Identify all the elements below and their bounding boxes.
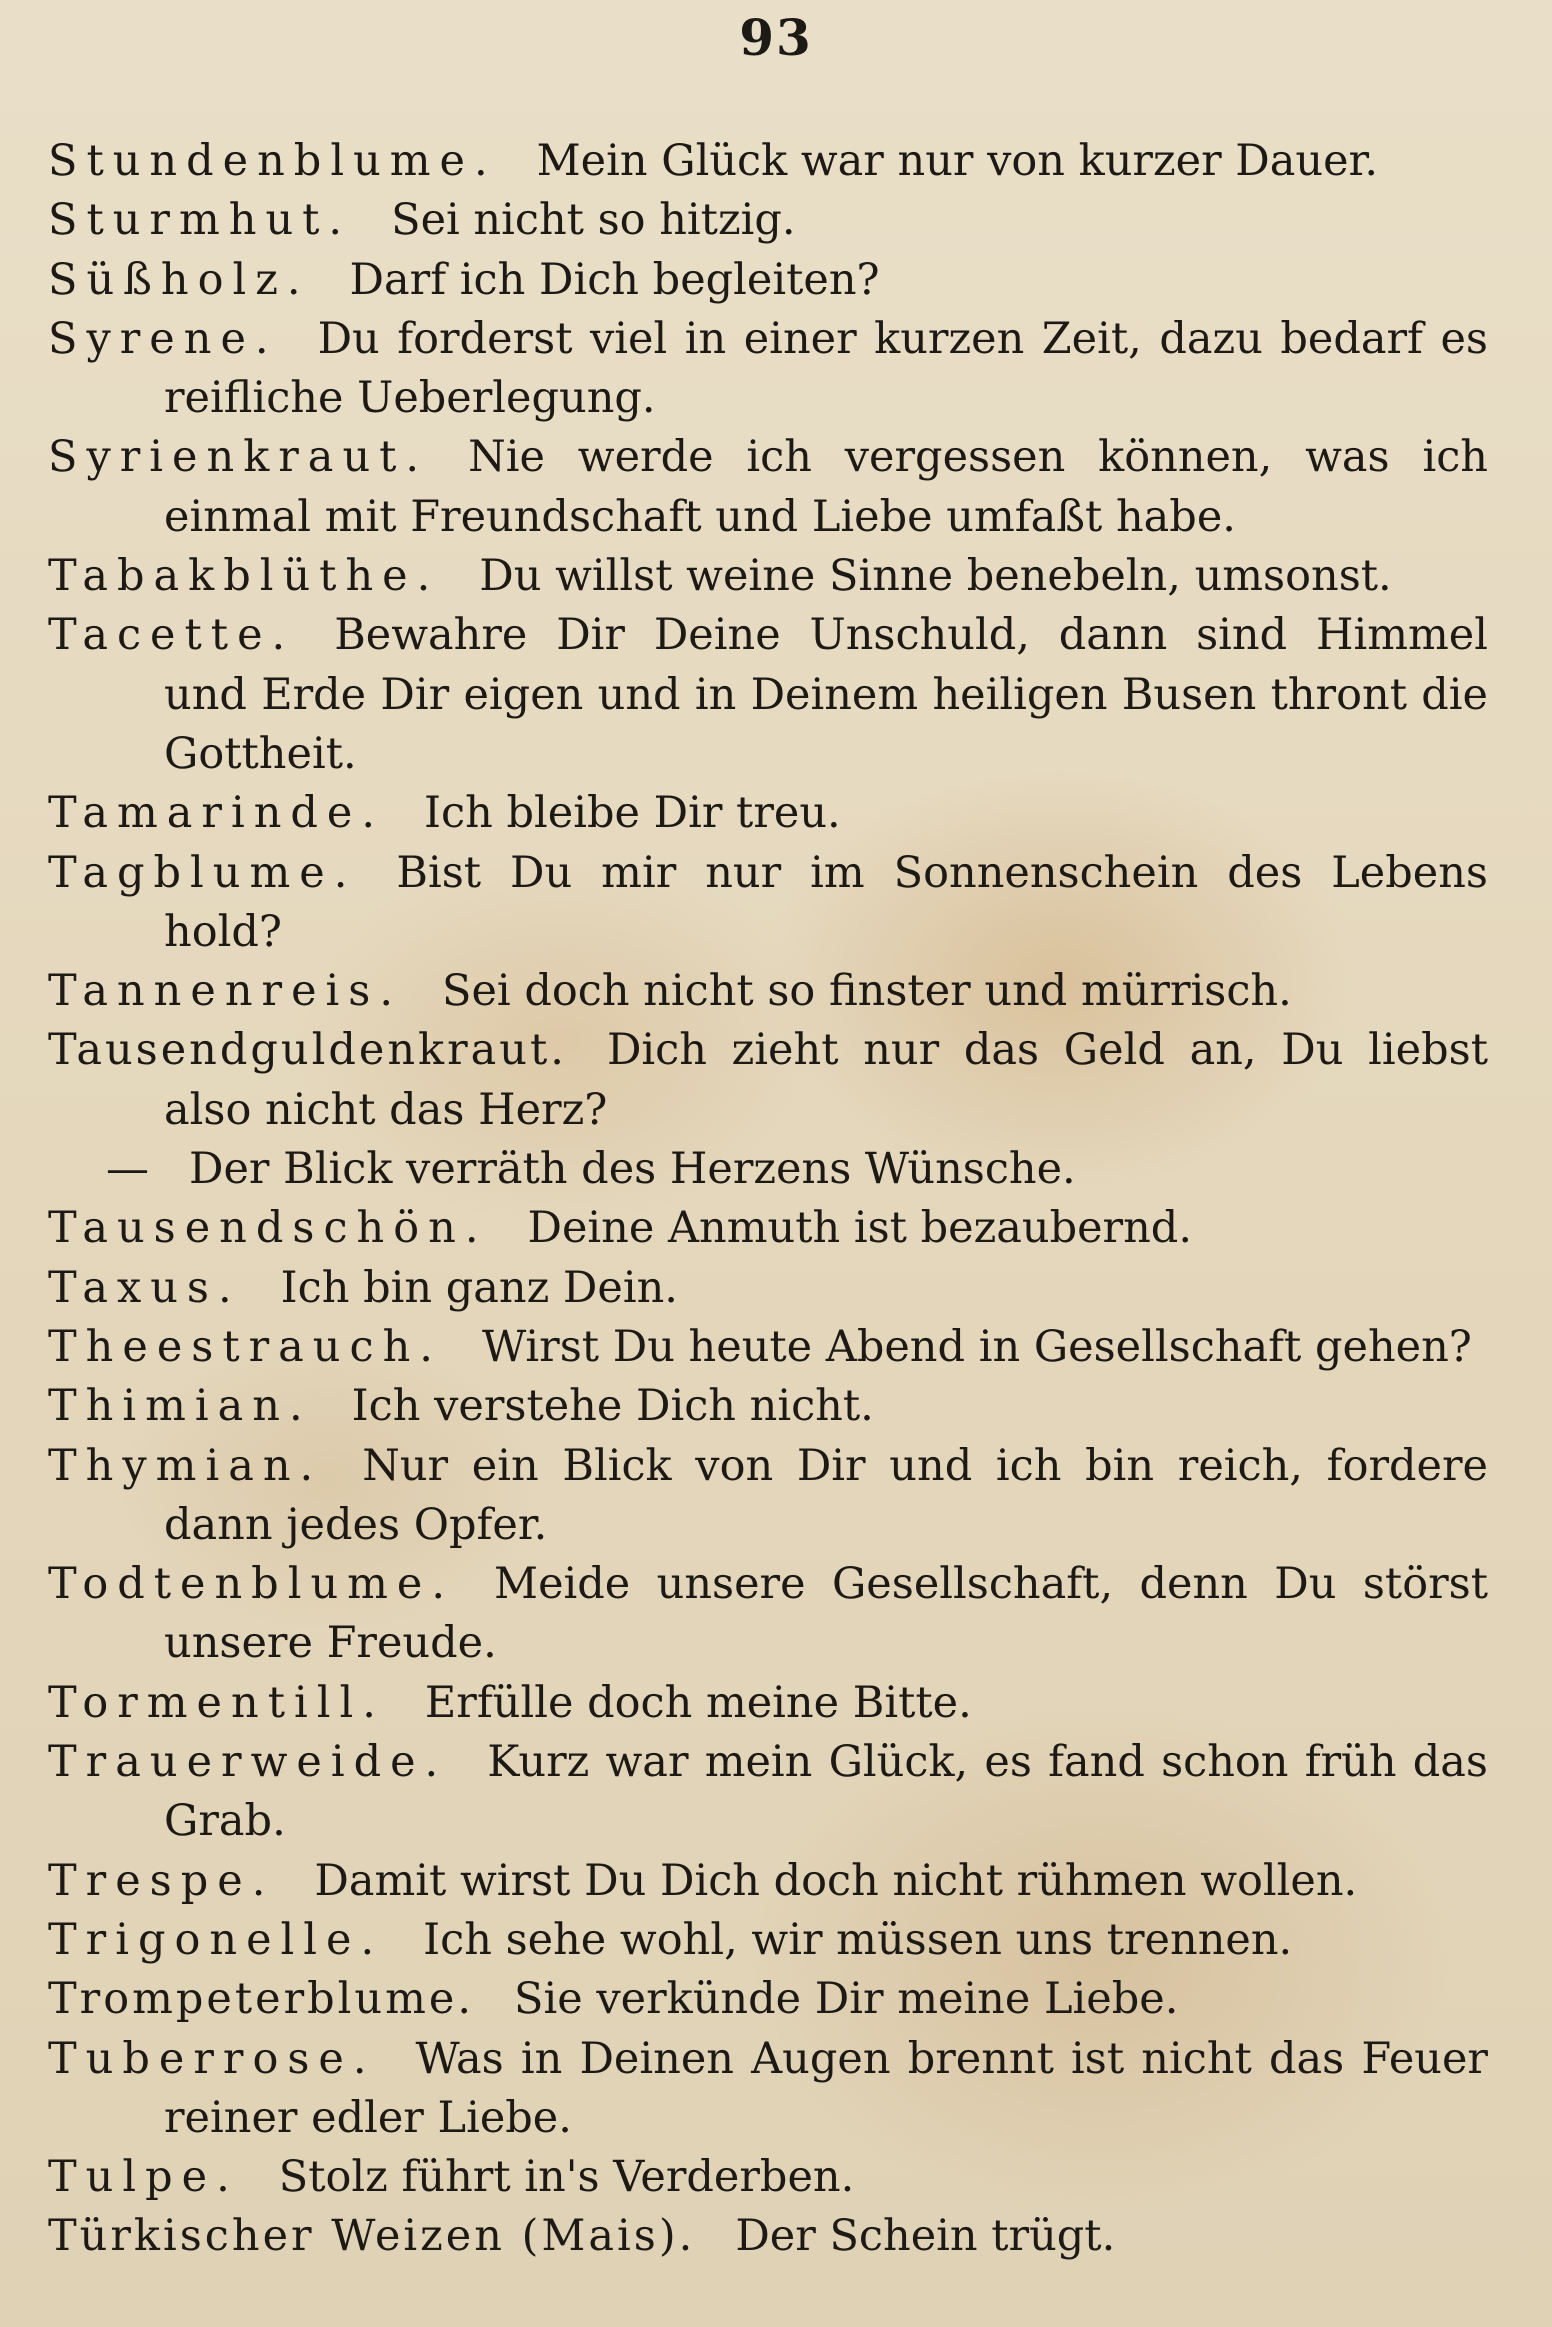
list-item	[48, 1674, 1488, 1733]
page-number: 93	[739, 8, 813, 67]
list-item	[48, 1733, 1488, 1852]
entry-text: Sie verkünde Dir meine Liebe.	[514, 1974, 1179, 2025]
entry-text: Der Schein trügt.	[735, 2211, 1116, 2262]
entry-term: Todtenblume.	[48, 1559, 455, 1610]
list-item	[48, 1199, 1488, 1258]
entry-term: Türkischer Weizen (Mais).	[48, 2211, 696, 2262]
list-item	[48, 428, 1488, 547]
entry-text: Damit wirst Du Dich doch nicht rühmen wollen.	[314, 1855, 1358, 1906]
entry-term: Trauerweide.	[48, 1737, 448, 1788]
entry-text: Deine Anmuth ist bezaubernd.	[527, 1203, 1192, 1254]
entry-text: Bist Du mir nur im Sonnenschein des Lebens hold?	[164, 847, 1488, 957]
entry-term: Syrienkraut.	[48, 432, 429, 483]
entry-term: Sturmhut.	[48, 195, 352, 246]
list-item	[48, 1555, 1488, 1674]
list-item	[48, 2030, 1488, 2149]
entry-text: Der Blick verräth des Herzens Wünsche.	[189, 1144, 1076, 1195]
list-item	[48, 1852, 1488, 1911]
list-item	[48, 310, 1488, 429]
entry-text: Erfülle doch meine Bitte.	[424, 1677, 972, 1728]
entry-text: Sei doch nicht so finster und mürrisch.	[442, 966, 1292, 1017]
entry-term: Tacette.	[48, 610, 295, 661]
list-item	[48, 132, 1488, 191]
entry-dash: —	[106, 1144, 149, 1195]
entry-term: Tamarinde.	[48, 788, 385, 839]
entry-term: Thymian.	[48, 1440, 323, 1491]
entry-term: Thimian.	[48, 1381, 312, 1432]
list-item	[48, 962, 1488, 1021]
list-item	[48, 191, 1488, 250]
entry-text: Darf ich Dich begleiten?	[349, 254, 880, 305]
entry-text: Wirst Du heute Abend in Gesellschaft gehen?	[481, 1321, 1472, 1372]
entry-text: Sei nicht so hitzig.	[391, 195, 796, 246]
list-item	[48, 784, 1488, 843]
list-item	[48, 1318, 1488, 1377]
entry-term: Tulpe.	[48, 2152, 239, 2203]
entry-term: Tagblume.	[48, 847, 357, 898]
entry-term: Trespe.	[48, 1855, 275, 1906]
entry-text: Dich zieht nur das Geld an, Du liebst also nicht das Herz?	[164, 1025, 1488, 1135]
entry-term: Taxus.	[48, 1262, 241, 1313]
entry-text: Kurz war mein Glück, es fand schon früh das Grab.	[164, 1737, 1488, 1847]
entry-text: Bewahre Dir Deine Unschuld, dann sind Himmel und Erde Dir eigen und in Deinem heiligen Busen thront die Gottheit.	[164, 610, 1488, 779]
list-item	[48, 2207, 1488, 2266]
entry-text: Du willst weine Sinne benebeln, umsonst.	[479, 551, 1392, 602]
entry-text: Ich sehe wohl, wir müssen uns trennen.	[423, 1914, 1293, 1965]
entry-list	[48, 132, 1488, 2267]
entry-text: Meide unsere Gesellschaft, denn Du störst unsere Freude.	[164, 1559, 1488, 1669]
entry-term: Theestrauch.	[48, 1321, 442, 1372]
entry-term: Tabakblüthe.	[48, 551, 440, 602]
list-item	[48, 1021, 1488, 1140]
list-item	[48, 606, 1488, 784]
list-item	[48, 1970, 1488, 2029]
list-item	[48, 2148, 1488, 2207]
entry-term: Stundenblume.	[48, 136, 497, 186]
entry-term: Trigonelle.	[48, 1914, 384, 1965]
entry-term: Tausendguldenkraut.	[48, 1025, 567, 1076]
list-item	[48, 844, 1488, 963]
entry-term: Tannenreis.	[48, 966, 402, 1017]
list-item	[48, 1377, 1488, 1436]
entry-text: Du forderst viel in einer kurzen Zeit, dazu bedarf es reifliche Ueberlegung.	[164, 313, 1488, 424]
entry-term: Trompeterblume.	[48, 1974, 475, 2025]
entry-text: Ich bleibe Dir treu.	[424, 788, 841, 839]
entry-text: Ich verstehe Dich nicht.	[351, 1381, 874, 1432]
list-item	[48, 1140, 1488, 1199]
list-item	[48, 1259, 1488, 1318]
entry-term: Süßholz.	[48, 254, 310, 305]
entry-term: Syrene.	[48, 313, 278, 364]
entry-text: Mein Glück war nur von kurzer Dauer.	[536, 136, 1379, 186]
entry-term: Tuberrose.	[48, 2033, 376, 2084]
entry-term: Tormentill.	[48, 1677, 385, 1728]
entry-text: Nur ein Blick von Dir und ich bin reich, fordere dann jedes Opfer.	[164, 1440, 1488, 1550]
entry-text: Stolz führt in's Verderben.	[278, 2152, 855, 2203]
list-item	[48, 1437, 1488, 1556]
list-item	[48, 547, 1488, 606]
entry-text: Nie werde ich vergessen können, was ich einmal mit Freundschaft und Liebe umfaßt habe.	[164, 432, 1488, 542]
list-item	[48, 251, 1488, 310]
list-item	[48, 1911, 1488, 1970]
entry-text: Was in Deinen Augen brennt ist nicht das Feuer reiner edler Liebe.	[164, 2033, 1488, 2143]
entry-term: Tausendschön.	[48, 1203, 488, 1254]
entry-text: Ich bin ganz Dein.	[280, 1262, 678, 1313]
